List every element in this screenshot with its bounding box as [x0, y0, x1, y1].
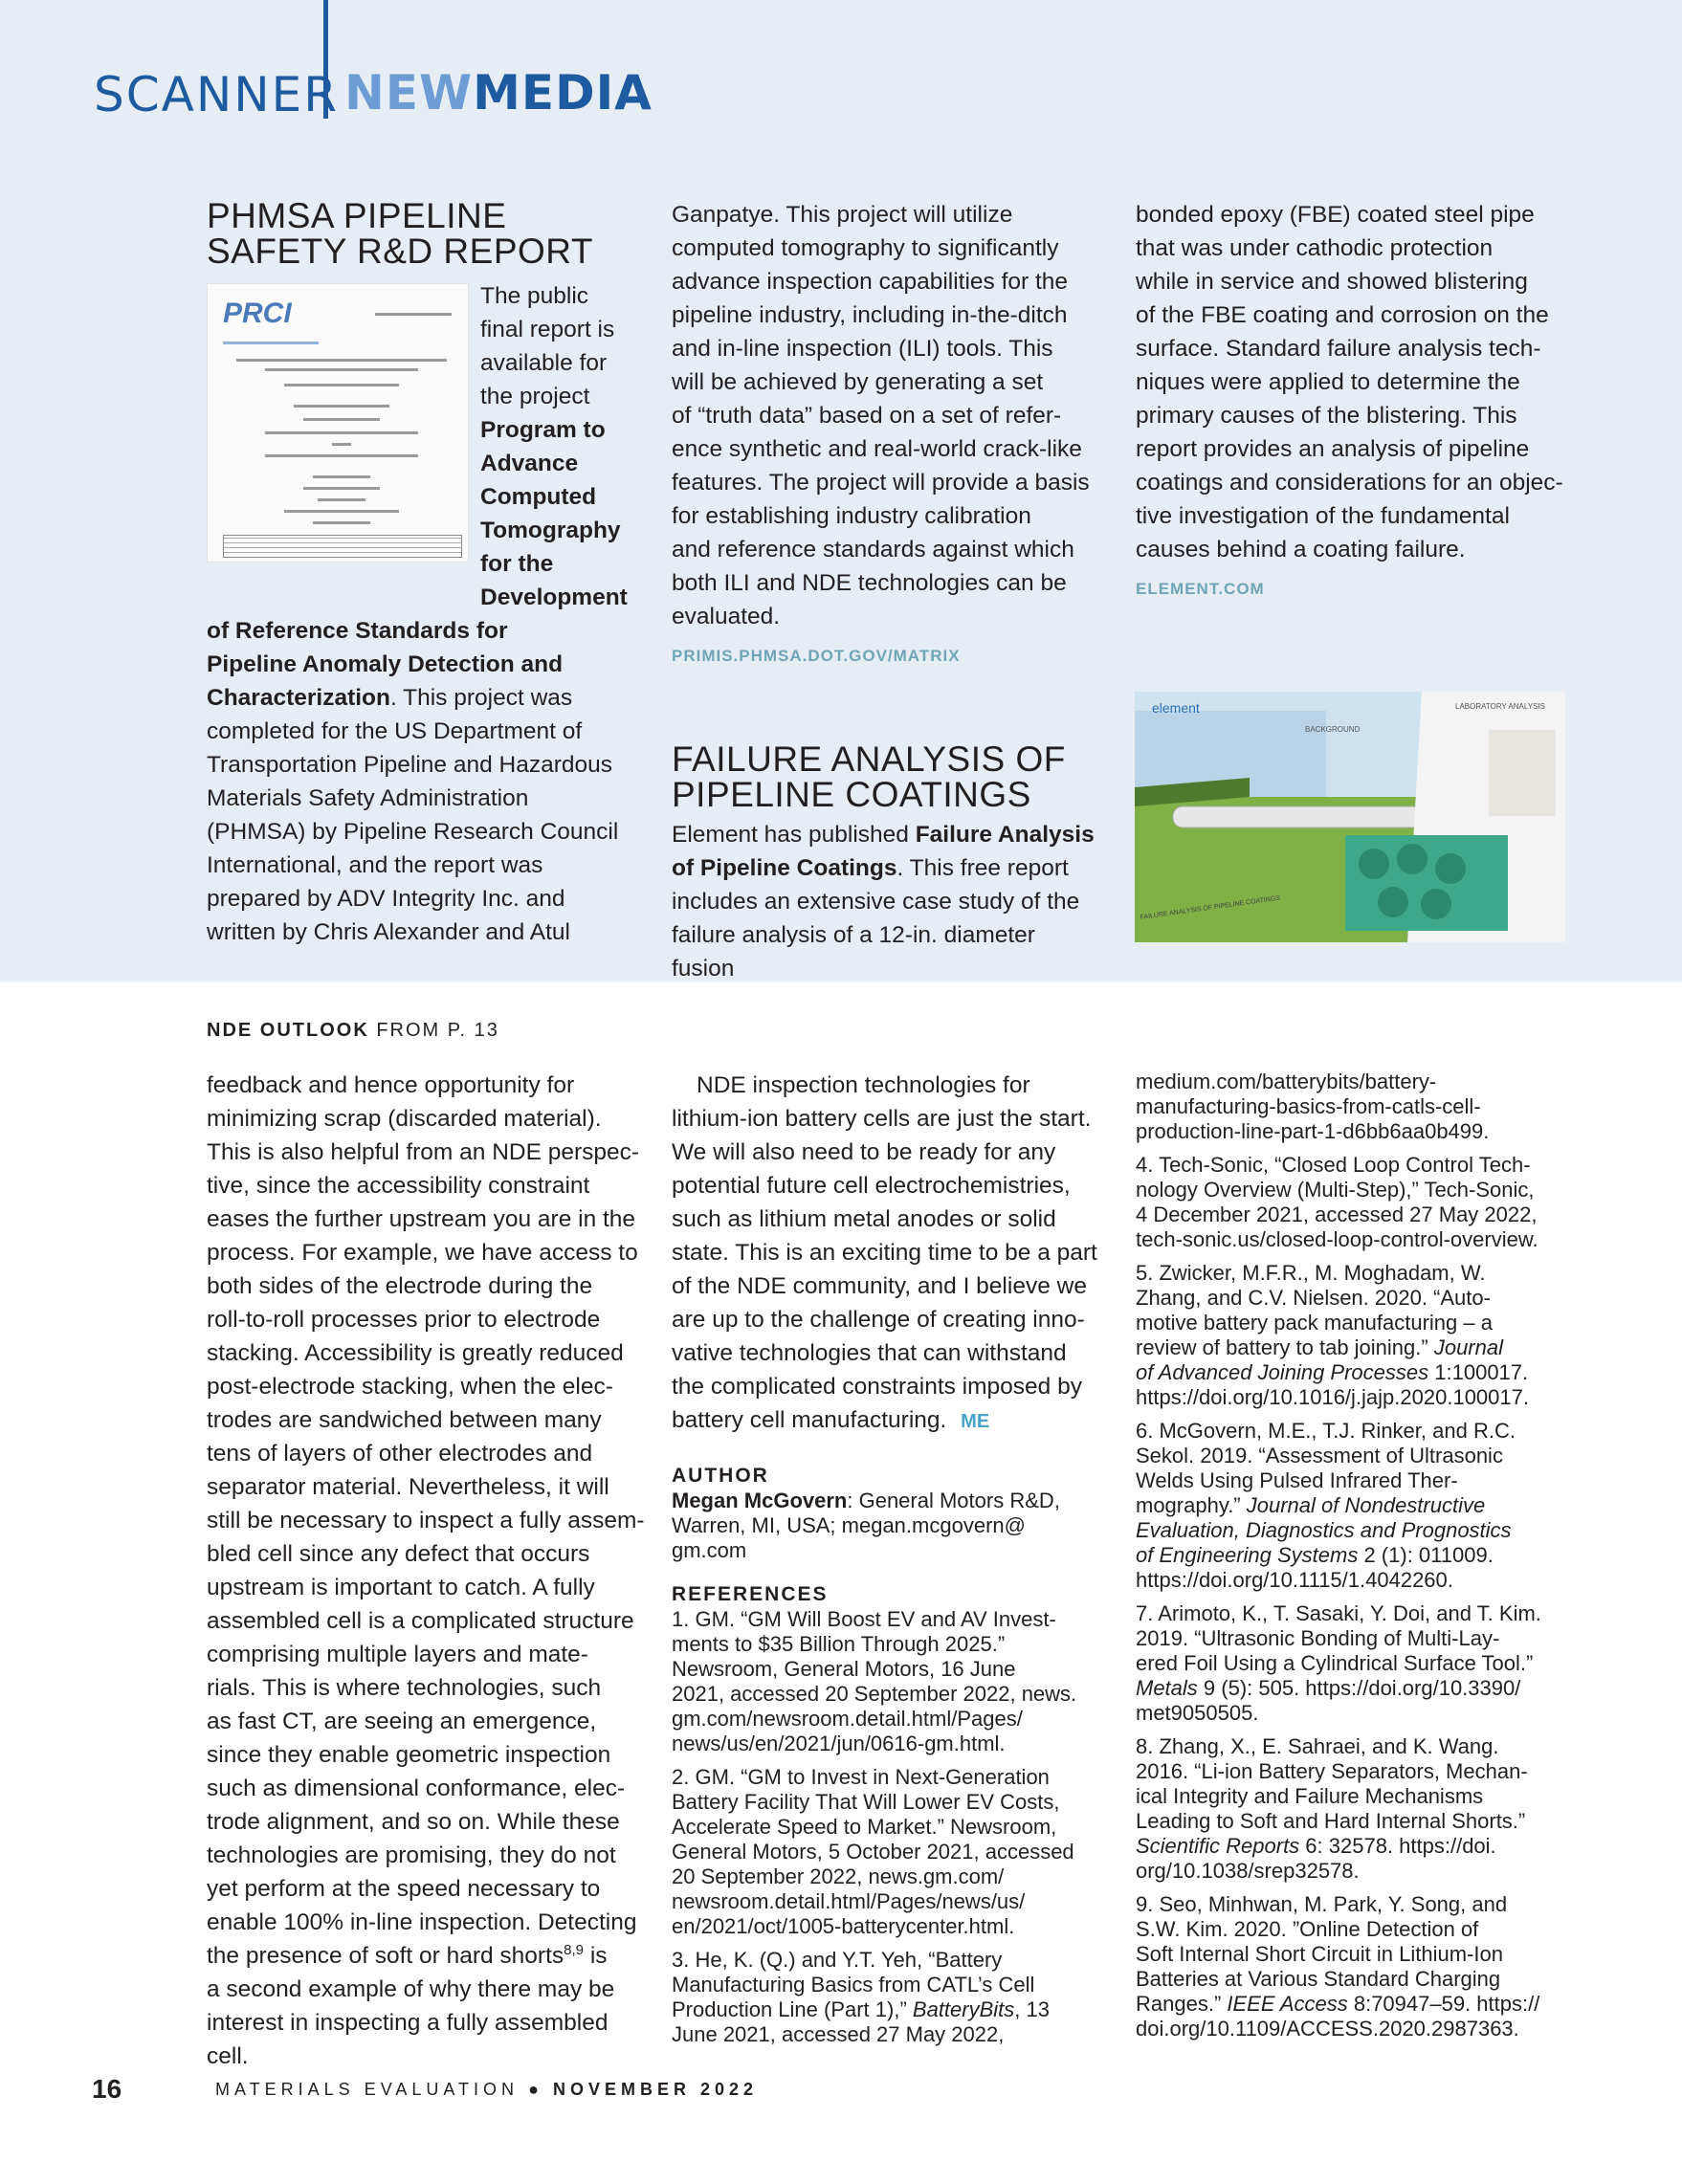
ref-line: 4. Tech-Sonic, “Closed Loop Control Tech- — [1136, 1153, 1531, 1177]
ref-line: tech-sonic.us/closed-loop-control-overview. — [1136, 1227, 1538, 1251]
body-line: available for — [480, 350, 608, 376]
ref-line: motive battery pack manufacturing – a — [1136, 1311, 1493, 1335]
body-line: report provides an analysis of pipeline — [1136, 436, 1530, 462]
page-heading: BACKGROUND — [1305, 725, 1361, 734]
element-logo: element — [1152, 700, 1200, 716]
body-line: stacking. Accessibility is greatly reduced — [207, 1340, 624, 1366]
ref-line: 8. Zhang, X., E. Sahraei, and K. Wang. — [1136, 1734, 1499, 1758]
ref-line — [1136, 1518, 1576, 1543]
body-line: primary causes of the blistering. This — [1136, 403, 1517, 429]
body-text: the presence of soft or hard shorts — [207, 1943, 564, 1969]
page-number: 16 — [92, 2074, 122, 2104]
body-line: technologies are promising, they do not — [207, 1842, 616, 1868]
body-line: tive investigation of the fundamental — [1136, 503, 1510, 529]
body-line: for establishing industry calibration — [672, 503, 1031, 529]
body-text: is — [584, 1943, 608, 1969]
bold-term: of Pipeline Coatings — [672, 855, 897, 881]
ref-line — [1136, 1543, 1576, 1568]
ref-line: 4 December 2021, accessed 27 May 2022, — [1136, 1202, 1538, 1226]
bold-line: Advance — [480, 451, 579, 476]
body-line: features. The project will provide a basis — [672, 470, 1090, 496]
ref-line — [1136, 1834, 1576, 1859]
body-line: the complicated constraints imposed by — [672, 1374, 1082, 1400]
body-line: NDE inspection technologies for — [697, 1072, 1030, 1098]
cover-text-line — [303, 418, 380, 421]
body-line: upstream is important to catch. A fully — [207, 1575, 595, 1600]
ref-line: 3. He, K. (Q.) and Y.T. Yeh, “Battery — [672, 1948, 1003, 1972]
section-label: SCANNER — [94, 67, 339, 122]
ref-line: production-line-part-1-d6bb6aa0b499. — [1136, 1119, 1490, 1143]
cover-text-line — [313, 475, 370, 478]
body-line: since they enable geometric inspection — [207, 1742, 611, 1768]
body-line: state. This is an exciting time to be a part — [672, 1240, 1097, 1266]
reference-item — [1136, 1261, 1576, 1410]
reference-item — [1136, 1070, 1576, 1144]
body-line: Ganpatye. This project will utilize — [672, 202, 1013, 228]
reference-item — [1136, 1419, 1576, 1593]
end-mark-icon: ME — [961, 1411, 990, 1432]
ref-line: nology Overview (Multi-Step),” Tech-Sonic, — [1136, 1178, 1535, 1202]
cover-text-line — [236, 359, 447, 362]
body-line: includes an extensive case study of the — [672, 889, 1080, 915]
ref-source: of Engineering Systems — [1136, 1543, 1359, 1567]
article-title — [207, 198, 637, 269]
pipe-end — [1397, 844, 1427, 874]
body-line: of “truth data” based on a set of refer- — [672, 403, 1062, 429]
body-line: will be achieved by generating a set — [672, 369, 1044, 395]
ref-line: 2019. “Ultrasonic Bonding of Multi-Lay- — [1136, 1626, 1500, 1650]
pipeline — [1173, 806, 1422, 827]
body-line: International, and the report was — [207, 852, 543, 878]
body-line: trode alignment, and so on. While these — [207, 1809, 620, 1835]
spread-caption: FAILURE ANALYSIS OF PIPELINE COATINGS — [1140, 894, 1281, 921]
ref-line: Leading to Soft and Hard Internal Shorts.” — [1136, 1809, 1526, 1833]
body-line: The public — [480, 283, 589, 309]
ref-line: gm.com/newsroom.detail.html/Pages/ — [672, 1707, 1023, 1731]
ref-text: Ranges.” — [1136, 1992, 1228, 2016]
ref-text: 8:70947–59. https:// — [1347, 1992, 1540, 2016]
cover-table — [223, 535, 462, 558]
cover-text-line — [265, 431, 418, 434]
cover-text-line — [294, 405, 389, 408]
cover-text-line — [284, 384, 399, 386]
article-element-continued — [1136, 198, 1576, 606]
body-line: final report is — [480, 317, 615, 342]
body-line: while in service and showed blistering — [1136, 269, 1528, 295]
body-line: rials. This is where technologies, such — [207, 1675, 602, 1701]
ref-line: Battery Facility That Will Lower EV Costs, — [672, 1790, 1060, 1814]
body-line: bled cell since any defect that occurs — [207, 1541, 590, 1567]
source-link[interactable]: PRIMIS.PHMSA.DOT.GOV/MATRIX — [672, 647, 961, 665]
pipe-end — [1378, 887, 1408, 917]
body-line: bonded epoxy (FBE) coated steel pipe — [1136, 202, 1535, 228]
continued-from: FROM P. 13 — [368, 1020, 499, 1041]
body-line: post-electrode stacking, when the elec- — [207, 1374, 613, 1400]
cover-text-line — [332, 443, 351, 446]
body-line: such as lithium metal anodes or solid — [672, 1206, 1056, 1232]
body-line: both ILI and NDE technologies can be — [672, 570, 1067, 596]
body-line: comprising multiple layers and mate- — [207, 1642, 588, 1667]
ref-text: 1:100017. — [1428, 1360, 1529, 1384]
report-cover-image — [207, 283, 469, 563]
ref-line: 2. GM. “GM to Invest in Next-Generation — [672, 1765, 1050, 1789]
body-line: potential future cell electrochemistries, — [672, 1173, 1071, 1199]
nde-column-1 — [207, 1069, 647, 2073]
ref-text: 2 (1): 011009. — [1358, 1543, 1494, 1567]
bold-line: Development — [480, 585, 628, 610]
ref-text: 6: 32578. https://doi. — [1299, 1834, 1496, 1858]
body-line: minimizing scrap (discarded material). — [207, 1106, 602, 1132]
bold-line: Computed — [480, 484, 597, 510]
ref-line: 6. McGovern, M.E., T.J. Rinker, and R.C. — [1136, 1419, 1516, 1443]
ref-source: Metals — [1136, 1676, 1198, 1700]
body-text: Element has published — [672, 822, 916, 848]
ref-line: 9. Seo, Minhwan, M. Park, Y. Song, and — [1136, 1892, 1508, 1916]
prci-logo: PRCI — [223, 298, 292, 329]
nde-column-3 — [1136, 1070, 1576, 2050]
title-line: PIPELINE COATINGS — [672, 775, 1031, 814]
title-line: FAILURE ANALYSIS OF — [672, 739, 1066, 779]
references-heading: REFERENCES — [672, 1583, 829, 1605]
ref-line: newsroom.detail.html/Pages/news/us/ — [672, 1889, 1026, 1913]
media-label: MEDIA — [473, 65, 653, 121]
body-line: lithium-ion battery cells are just the start. — [672, 1106, 1092, 1132]
reference-item — [672, 1948, 1112, 2047]
bold-term: Characterization — [207, 685, 390, 711]
body-line: cell. — [207, 2043, 249, 2069]
ref-source: IEEE Access — [1227, 1992, 1348, 2016]
ref-source: Journal — [1433, 1335, 1503, 1359]
body-line: vative technologies that can withstand — [672, 1340, 1067, 1366]
ref-line: Sekol. 2019. “Assessment of Ultrasonic — [1136, 1444, 1503, 1467]
body-line: feedback and hence opportunity for — [207, 1072, 575, 1098]
ref-line: org/10.1038/srep32578. — [1136, 1859, 1360, 1883]
body-line: of the FBE coating and corrosion on the — [1136, 302, 1549, 328]
ref-line — [1136, 1676, 1576, 1701]
page-heading: LABORATORY ANALYSIS — [1455, 702, 1545, 711]
body-line: prepared by ADV Integrity Inc. and — [207, 886, 565, 912]
body-line — [672, 1403, 1112, 1439]
body-text: . This project was — [389, 685, 573, 711]
reference-item — [1136, 1601, 1576, 1726]
reference-item — [672, 1765, 1112, 1939]
body-text: battery cell manufacturing. — [672, 1407, 947, 1433]
author-line — [672, 1489, 1112, 1513]
body-line: still be necessary to inspect a fully assem- — [207, 1508, 645, 1533]
reference-item — [1136, 1734, 1576, 1884]
report-spread-image — [1135, 692, 1565, 942]
ref-source: of Advanced Joining Processes — [1136, 1360, 1429, 1384]
ref-line: General Motors, 5 October 2021, accessed — [672, 1840, 1074, 1864]
article-phmsa-continued — [672, 198, 1102, 985]
ref-line — [1136, 1493, 1576, 1518]
ref-line: https://doi.org/10.1016/j.jajp.2020.100017. — [1136, 1385, 1529, 1409]
body-line — [672, 851, 1102, 885]
body-line: such as dimensional conformance, elec- — [207, 1776, 626, 1801]
ref-line — [1136, 1992, 1576, 2017]
cover-text-line — [284, 510, 399, 513]
ref-line: Manufacturing Basics from CATL’s Cell — [672, 1973, 1035, 1996]
journal-name: MATERIALS EVALUATION — [215, 2080, 520, 2099]
body-line: Transportation Pipeline and Hazardous — [207, 752, 613, 778]
body-line: are up to the challenge of creating inno- — [672, 1307, 1085, 1333]
body-line: roll-to-roll processes prior to electrode — [207, 1307, 601, 1333]
body-line: trodes are sandwiched between many — [207, 1407, 602, 1433]
bold-term: Failure Analysis — [915, 822, 1095, 848]
ref-text: Production Line (Part 1),” — [672, 1997, 913, 2021]
body-line: evaluated. — [672, 604, 781, 629]
body-line: We will also need to be ready for any — [672, 1139, 1056, 1165]
body-line: Materials Safety Administration — [207, 785, 529, 811]
body-line — [207, 681, 637, 715]
title-line: PHMSA PIPELINE — [207, 196, 507, 235]
issue-date: NOVEMBER 2022 — [552, 2080, 759, 2099]
body-line: ence synthetic and real-world crack-like — [672, 436, 1082, 462]
reference-item — [1136, 1892, 1576, 2041]
body-line: assembled cell is a complicated structure — [207, 1608, 634, 1634]
body-line: the project — [480, 384, 590, 409]
body-line: tive, since the accessibility constraint — [207, 1173, 590, 1199]
body-line: niques were applied to determine the — [1136, 369, 1520, 395]
body-line: coatings and considerations for an objec- — [1136, 470, 1563, 496]
ref-line: news/us/en/2021/jun/0616-gm.html. — [672, 1732, 1006, 1755]
continued-label — [207, 1020, 499, 1042]
cover-text-line — [375, 313, 452, 316]
ref-source: BatteryBits — [912, 1997, 1015, 2021]
body-line: of the NDE community, and I believe we — [672, 1273, 1087, 1299]
ref-line: https://doi.org/10.1115/1.4042260. — [1136, 1568, 1453, 1592]
new-label: NEW — [344, 65, 474, 121]
body-line: surface. Standard failure analysis tech- — [1136, 336, 1541, 362]
ref-source: Scientific Reports — [1136, 1834, 1300, 1858]
ref-line: 20 September 2022, news.gm.com/ — [672, 1864, 1005, 1888]
body-line: completed for the US Department of — [207, 718, 583, 744]
ref-line: 2021, accessed 20 September 2022, news. — [672, 1682, 1077, 1706]
ref-line — [1136, 1335, 1576, 1360]
author-affiliation: : General Motors R&D, — [847, 1489, 1060, 1512]
citation: 8,9 — [564, 1941, 585, 1958]
ref-line: S.W. Kim. 2020. ”Online Detection of — [1136, 1917, 1479, 1941]
source-link[interactable]: ELEMENT.COM — [1136, 580, 1265, 598]
ref-line: June 2021, accessed 27 May 2022, — [672, 2022, 1005, 2046]
ref-line: 7. Arimoto, K., T. Sasaki, Y. Doi, and T. Kim. — [1136, 1601, 1541, 1625]
ref-line: ical Integrity and Failure Mechanisms — [1136, 1784, 1484, 1808]
body-line: failure analysis of a 12-in. diameter fusion — [672, 922, 1035, 982]
ref-line: Zhang, and C.V. Nielsen. 2020. “Auto- — [1136, 1286, 1491, 1310]
ref-text: , 13 — [1014, 1997, 1050, 2021]
bold-line: Pipeline Anomaly Detection and — [207, 651, 564, 677]
reference-item — [1136, 1153, 1576, 1252]
report-photo — [1135, 692, 1565, 942]
reference-item — [672, 1607, 1112, 1756]
cover-text-line — [313, 521, 370, 524]
newmedia-label — [344, 65, 653, 121]
body-line: computed tomography to significantly — [672, 235, 1059, 261]
ref-line: en/2021/oct/1005-batterycenter.html. — [672, 1914, 1015, 1938]
body-line: written by Chris Alexander and Atul — [207, 919, 570, 945]
author-heading: AUTHOR — [672, 1465, 769, 1487]
ref-line: Batteries at Various Standard Charging — [1136, 1967, 1501, 1991]
ref-line: 5. Zwicker, M.F.R., M. Moghadam, W. — [1136, 1261, 1486, 1285]
ref-line — [672, 1997, 1112, 2022]
author-line: Warren, MI, USA; megan.mcgovern@ — [672, 1513, 1026, 1537]
body-line: and reference standards against which — [672, 537, 1074, 563]
ref-line: 2016. “Li-ion Battery Separators, Mechan- — [1136, 1759, 1528, 1783]
continued-title: NDE OUTLOOK — [207, 1020, 369, 1041]
body-line: advance inspection capabilities for the — [672, 269, 1069, 295]
body-line: yet perform at the speed necessary to — [207, 1876, 601, 1902]
sample-photo — [1489, 730, 1556, 816]
body-line: process. For example, we have access to — [207, 1240, 638, 1266]
cover-text-line — [318, 498, 365, 501]
body-line: causes behind a coating failure. — [1136, 537, 1466, 563]
bold-line: for the — [480, 551, 554, 577]
ref-line: met9050505. — [1136, 1701, 1259, 1725]
bold-line: Program to — [480, 417, 606, 443]
ref-line: ments to $35 Billion Through 2025.” — [672, 1632, 1006, 1656]
ref-line: medium.com/batterybits/battery- — [1136, 1070, 1437, 1093]
body-line: enable 100% in-line inspection. Detecting — [207, 1909, 637, 1935]
body-line: eases the further upstream you are in the — [207, 1206, 636, 1232]
author-line: gm.com — [672, 1538, 747, 1562]
body-line: pipeline industry, including in-the-ditch — [672, 302, 1068, 328]
ref-line: Welds Using Pulsed Infrared Ther- — [1136, 1468, 1458, 1492]
body-line: that was under cathodic protection — [1136, 235, 1494, 261]
ref-text: review of battery to tab joining.” — [1136, 1335, 1434, 1359]
bullet-icon: ● — [528, 2080, 543, 2099]
body-line — [672, 818, 1102, 851]
bold-line: of Reference Standards for — [207, 618, 508, 644]
ref-line — [1136, 1360, 1576, 1385]
bold-line: Tomography — [480, 518, 621, 543]
article-title — [672, 741, 1102, 812]
cover-text-line — [265, 368, 418, 371]
body-line: separator material. Nevertheless, it will — [207, 1474, 609, 1500]
body-line: as fast CT, are seeing an emergence, — [207, 1709, 597, 1734]
ref-text: mography.” — [1136, 1493, 1247, 1517]
author-name: Megan McGovern — [672, 1489, 848, 1512]
pipe-end — [1359, 849, 1389, 879]
ref-line: ered Foil Using a Cylindrical Surface Tool.” — [1136, 1651, 1534, 1675]
body-line: both sides of the electrode during the — [207, 1273, 593, 1299]
ref-line: Newsroom, General Motors, 16 June — [672, 1657, 1016, 1681]
running-footer — [215, 2080, 758, 2100]
body-line: tens of layers of other electrodes and — [207, 1441, 593, 1467]
ref-line: 1. GM. “GM Will Boost EV and AV Invest- — [672, 1607, 1056, 1631]
ref-line: Accelerate Speed to Market.” Newsroom, — [672, 1815, 1057, 1839]
ref-line: doi.org/10.1109/ACCESS.2020.2987363. — [1136, 2017, 1519, 2041]
ref-source: Evaluation, Diagnostics and Prognostics — [1136, 1518, 1512, 1542]
ref-line: manufacturing-basics-from-catls-cell- — [1136, 1094, 1481, 1118]
body-text: . This free report — [896, 855, 1069, 881]
body-line: and in-line inspection (ILI) tools. This — [672, 336, 1053, 362]
pipe-end — [1421, 889, 1451, 919]
pipe-end — [1435, 853, 1466, 884]
cover-text-line — [265, 454, 418, 457]
body-line: This is also helpful from an NDE perspec- — [207, 1139, 640, 1165]
title-line: SAFETY R&D REPORT — [207, 232, 593, 271]
ref-line: Soft Internal Short Circuit in Lithium-Ion — [1136, 1942, 1503, 1966]
body-line: (PHMSA) by Pipeline Research Council — [207, 819, 619, 845]
body-line — [207, 1939, 647, 1973]
ref-source: Journal of Nondestructive — [1246, 1493, 1486, 1517]
ref-text: 9 (5): 505. https://doi.org/10.3390/ — [1197, 1676, 1521, 1700]
cover-text-line — [303, 487, 380, 490]
body-line: a second example of why there may be — [207, 1976, 615, 2002]
nde-column-2 — [672, 1069, 1112, 2056]
body-line: interest in inspecting a fully assembled — [207, 2010, 609, 2036]
cover-text-line — [223, 342, 319, 344]
